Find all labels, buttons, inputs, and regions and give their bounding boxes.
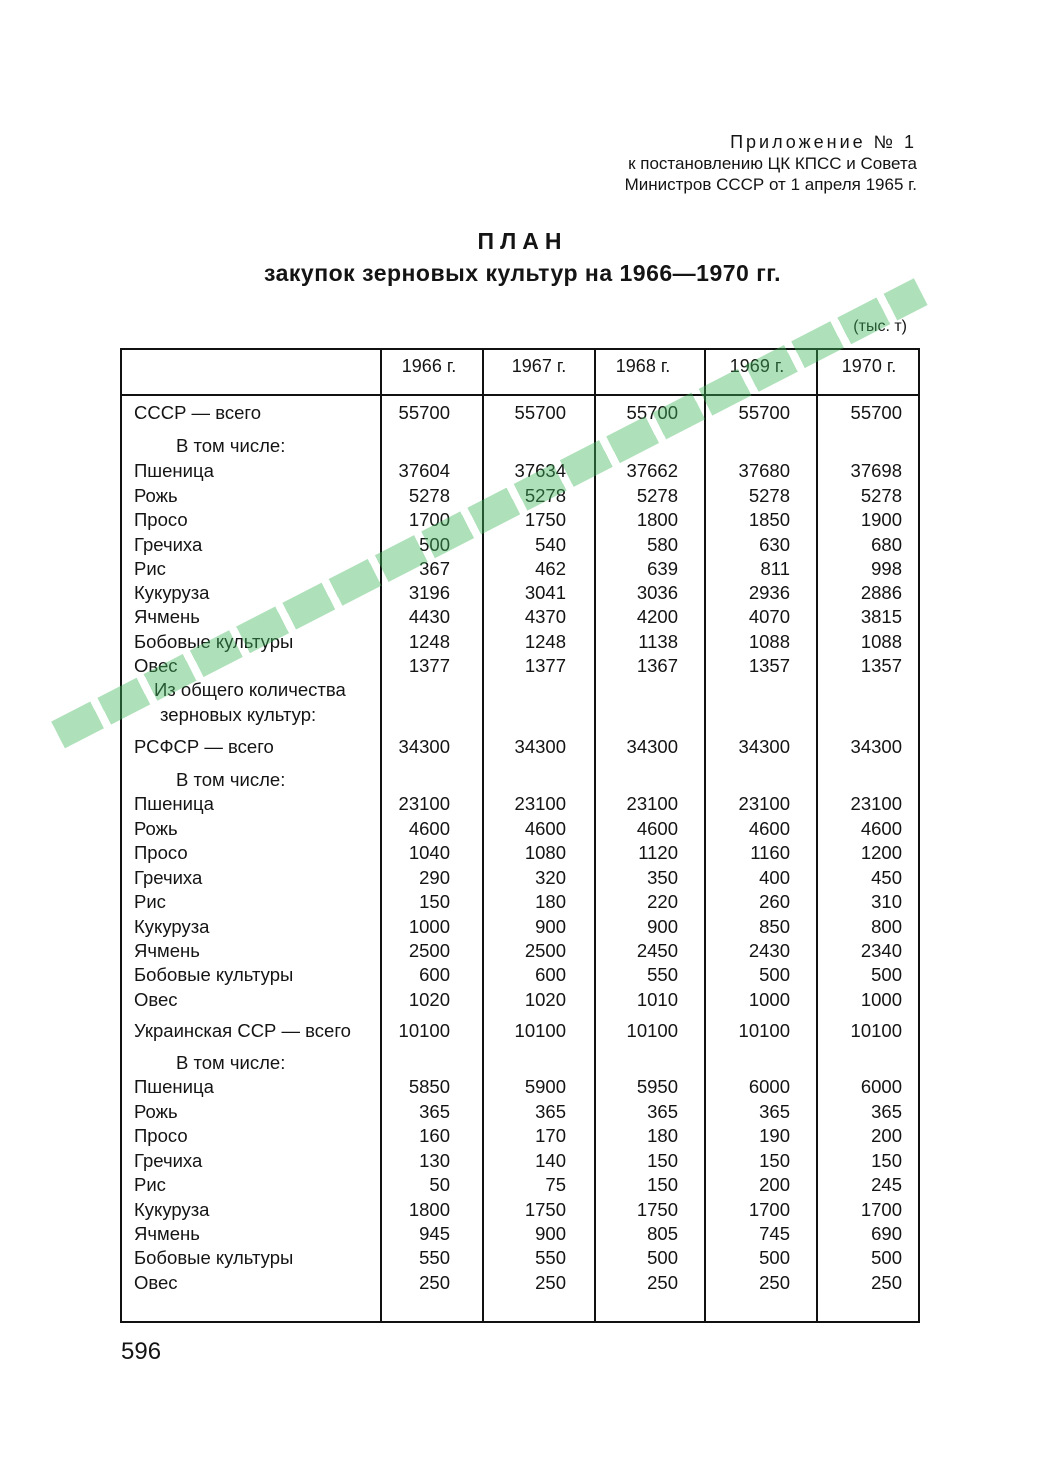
cell-value: 2936	[748, 582, 790, 603]
table-row	[122, 867, 918, 892]
cell-value: 1377	[408, 655, 450, 676]
cell-value: 320	[535, 867, 566, 888]
cell-value: 150	[759, 1150, 790, 1171]
cell-value: 180	[647, 1125, 678, 1146]
cell-value: 34300	[626, 736, 678, 757]
row-label: РСФСР — всего	[134, 736, 274, 757]
row-label: Рис	[134, 891, 166, 912]
cell-value: 811	[760, 558, 790, 579]
cell-value: 245	[871, 1174, 902, 1195]
cell-value: 550	[419, 1247, 450, 1268]
cell-value: 540	[535, 534, 566, 555]
row-label: Овес	[134, 1272, 178, 1293]
cell-value: 500	[647, 1247, 678, 1268]
cell-value: 260	[759, 891, 790, 912]
cell-value: 365	[759, 1101, 790, 1122]
row-label: Пшеница	[134, 1076, 214, 1097]
table-row	[122, 1076, 918, 1101]
cell-value: 1200	[860, 842, 902, 863]
table-row	[122, 534, 918, 559]
row-label: Пшеница	[134, 460, 214, 481]
cell-value: 170	[535, 1125, 566, 1146]
cell-value: 1138	[638, 631, 678, 652]
cell-value: 250	[419, 1272, 450, 1293]
cell-value: 5278	[636, 485, 678, 506]
cell-value: 4600	[636, 818, 678, 839]
cell-value: 10100	[738, 1020, 790, 1041]
cell-value: 2340	[860, 940, 902, 961]
cell-value: 1000	[748, 989, 790, 1010]
cell-value: 250	[759, 1272, 790, 1293]
cell-value: 140	[535, 1150, 566, 1171]
cell-value: 5900	[524, 1076, 566, 1097]
cell-value: 10100	[514, 1020, 566, 1041]
row-label: Рис	[134, 558, 166, 579]
cell-value: 4600	[748, 818, 790, 839]
cell-value: 4370	[524, 606, 566, 627]
cell-value: 3036	[636, 582, 678, 603]
cell-value: 34300	[398, 736, 450, 757]
row-label: Рис	[134, 1174, 166, 1195]
table-row	[122, 1272, 918, 1297]
cell-value: 600	[419, 964, 450, 985]
cell-value: 190	[759, 1125, 790, 1146]
cell-value: 1120	[638, 842, 678, 863]
cell-value: 365	[871, 1101, 902, 1122]
cell-value: 1750	[524, 509, 566, 530]
cell-value: 34300	[738, 736, 790, 757]
cell-value: 6000	[748, 1076, 790, 1097]
cell-value: 998	[871, 558, 902, 579]
document-subtitle: закупок зерновых культур на 1966—1970 гг.	[264, 260, 781, 286]
cell-value: 5278	[524, 485, 566, 506]
cell-value: 1700	[748, 1199, 790, 1220]
row-label: Ячмень	[134, 1223, 200, 1244]
row-label: Ячмень	[134, 940, 200, 961]
table-row	[122, 989, 918, 1014]
cell-value: 1357	[748, 655, 790, 676]
cell-value: 900	[535, 916, 566, 937]
cell-value: 1800	[636, 509, 678, 530]
table-row	[122, 1052, 918, 1077]
row-label: В том числе:	[176, 769, 286, 790]
cell-value: 3041	[524, 582, 566, 603]
table-row	[122, 606, 918, 631]
cell-value: 3196	[408, 582, 450, 603]
row-label: Гречиха	[134, 867, 203, 888]
year-header: 1967 г.	[511, 356, 567, 376]
table-row	[122, 769, 918, 794]
row-label: Гречиха	[134, 1150, 203, 1171]
table-row	[122, 1174, 918, 1199]
cell-value: 500	[759, 1247, 790, 1268]
cell-value: 1088	[860, 631, 902, 652]
table-row	[122, 940, 918, 965]
table-row	[122, 582, 918, 607]
row-label: Кукуруза	[134, 582, 210, 603]
cell-value: 55700	[398, 402, 450, 423]
cell-value: 500	[871, 1247, 902, 1268]
table-row	[122, 435, 918, 460]
cell-value: 37698	[850, 460, 902, 481]
cell-value: 745	[759, 1223, 790, 1244]
row-label: СССР — всего	[134, 402, 261, 423]
cell-value: 37604	[398, 460, 450, 481]
cell-value: 4600	[408, 818, 450, 839]
table-row	[122, 704, 918, 729]
cell-value: 1088	[748, 631, 790, 652]
table-row	[122, 509, 918, 534]
cell-value: 5278	[748, 485, 790, 506]
cell-value: 462	[535, 558, 566, 579]
cell-value: 365	[419, 1101, 450, 1122]
table-row	[122, 1125, 918, 1150]
year-header: 1969 г.	[729, 356, 785, 376]
cell-value: 10100	[626, 1020, 678, 1041]
row-label: Бобовые культуры	[134, 964, 294, 985]
row-label: Бобовые культуры	[134, 1247, 294, 1268]
row-label: В том числе:	[176, 435, 286, 456]
cell-value: 350	[647, 867, 678, 888]
cell-value: 23100	[738, 793, 790, 814]
cell-value: 55700	[514, 402, 566, 423]
year-header: 1968 г.	[615, 356, 671, 376]
cell-value: 1000	[408, 916, 450, 937]
cell-value: 1750	[636, 1199, 678, 1220]
cell-value: 4070	[748, 606, 790, 627]
cell-value: 805	[647, 1223, 678, 1244]
cell-value: 1357	[860, 655, 902, 676]
row-label: Гречиха	[134, 534, 203, 555]
cell-value: 500	[419, 534, 450, 555]
cell-value: 150	[871, 1150, 902, 1171]
row-label: В том числе:	[176, 1052, 286, 1073]
cell-value: 6000	[860, 1076, 902, 1097]
cell-value: 5278	[860, 485, 902, 506]
cell-value: 37634	[514, 460, 566, 481]
cell-value: 4600	[860, 818, 902, 839]
cell-value: 250	[647, 1272, 678, 1293]
table-row	[122, 558, 918, 583]
cell-value: 1750	[524, 1199, 566, 1220]
table-row	[122, 964, 918, 989]
cell-value: 55700	[738, 402, 790, 423]
page-number: 596	[121, 1338, 162, 1365]
row-label: Просо	[134, 1125, 188, 1146]
cell-value: 5278	[408, 485, 450, 506]
appendix-note	[625, 132, 917, 195]
cell-value: 550	[647, 964, 678, 985]
cell-value: 34300	[850, 736, 902, 757]
cell-value: 690	[871, 1223, 902, 1244]
cell-value: 1040	[408, 842, 450, 863]
cell-value: 450	[871, 867, 902, 888]
cell-value: 4430	[408, 606, 450, 627]
cell-value: 1700	[860, 1199, 902, 1220]
document-title: ПЛАН	[477, 228, 568, 254]
row-label: Рожь	[134, 818, 178, 839]
cell-value: 2886	[860, 582, 902, 603]
cell-value: 150	[419, 891, 450, 912]
cell-value: 1020	[408, 989, 450, 1010]
cell-value: 600	[535, 964, 566, 985]
cell-value: 310	[871, 891, 902, 912]
cell-value: 250	[871, 1272, 902, 1293]
units-label: (тыс. т)	[853, 318, 907, 335]
cell-value: 500	[871, 964, 902, 985]
cell-value: 367	[419, 558, 450, 579]
cell-value: 220	[647, 891, 678, 912]
cell-value: 37680	[738, 460, 790, 481]
table-row	[122, 736, 918, 761]
table-row	[122, 1247, 918, 1272]
cell-value: 1377	[524, 655, 566, 676]
cell-value: 630	[759, 534, 790, 555]
cell-value: 1020	[524, 989, 566, 1010]
cell-value: 1248	[408, 631, 450, 652]
cell-value: 850	[759, 916, 790, 937]
cell-value: 10100	[398, 1020, 450, 1041]
cell-value: 4200	[636, 606, 678, 627]
cell-value: 150	[647, 1174, 678, 1195]
cell-value: 37662	[626, 460, 678, 481]
cell-value: 1080	[524, 842, 566, 863]
table-row	[122, 818, 918, 843]
row-label: зерновых культур:	[160, 704, 317, 725]
table-row	[122, 1101, 918, 1126]
cell-value: 2500	[524, 940, 566, 961]
row-label: Просо	[134, 509, 188, 530]
cell-value: 1850	[748, 509, 790, 530]
grain-procurement-table	[120, 348, 920, 1323]
cell-value: 200	[871, 1125, 902, 1146]
cell-value: 250	[535, 1272, 566, 1293]
cell-value: 500	[759, 964, 790, 985]
cell-value: 3815	[860, 606, 902, 627]
row-label: Рожь	[134, 485, 178, 506]
cell-value: 550	[535, 1247, 566, 1268]
cell-value: 23100	[514, 793, 566, 814]
cell-value: 55700	[626, 402, 678, 423]
cell-value: 1900	[860, 509, 902, 530]
row-label: Кукуруза	[134, 916, 210, 937]
cell-value: 800	[871, 916, 902, 937]
cell-value: 5950	[636, 1076, 678, 1097]
cell-value: 1700	[408, 509, 450, 530]
row-label: Украинская ССР — всего	[134, 1020, 351, 1041]
row-label: Ячмень	[134, 606, 200, 627]
cell-value: 1160	[750, 842, 790, 863]
table-row	[122, 402, 918, 427]
cell-value: 23100	[850, 793, 902, 814]
cell-value: 4600	[524, 818, 566, 839]
table-row	[122, 793, 918, 818]
cell-value: 580	[647, 534, 678, 555]
cell-value: 1800	[408, 1199, 450, 1220]
cell-value: 130	[419, 1150, 450, 1171]
year-header: 1970 г.	[841, 356, 897, 376]
cell-value: 2500	[408, 940, 450, 961]
cell-value: 365	[535, 1101, 566, 1122]
cell-value: 5850	[408, 1076, 450, 1097]
header-divider	[122, 394, 918, 396]
cell-value: 55700	[850, 402, 902, 423]
cell-value: 160	[419, 1125, 450, 1146]
cell-value: 50	[429, 1174, 450, 1195]
cell-value: 23100	[398, 793, 450, 814]
cell-value: 10100	[850, 1020, 902, 1041]
row-label: Овес	[134, 989, 178, 1010]
year-header: 1966 г.	[401, 356, 457, 376]
table-row	[122, 891, 918, 916]
cell-value: 150	[647, 1150, 678, 1171]
appendix-line-2: к постановлению ЦК КПСС и Совета	[628, 154, 917, 173]
appendix-line-3: Министров СССР от 1 апреля 1965 г.	[624, 175, 917, 194]
table-row	[122, 655, 918, 680]
table-row	[122, 460, 918, 485]
cell-value: 75	[545, 1174, 566, 1195]
table-row	[122, 1199, 918, 1224]
cell-value: 900	[647, 916, 678, 937]
cell-value: 2430	[748, 940, 790, 961]
row-label: Пшеница	[134, 793, 214, 814]
table-row	[122, 631, 918, 656]
cell-value: 180	[535, 891, 566, 912]
cell-value: 200	[759, 1174, 790, 1195]
cell-value: 680	[871, 534, 902, 555]
cell-value: 639	[647, 558, 678, 579]
table-row	[122, 842, 918, 867]
table-row	[122, 679, 918, 704]
cell-value: 2450	[636, 940, 678, 961]
cell-value: 400	[759, 867, 790, 888]
row-label: Просо	[134, 842, 188, 863]
cell-value: 1000	[860, 989, 902, 1010]
cell-value: 945	[419, 1223, 450, 1244]
table-row	[122, 485, 918, 510]
table-row	[122, 1150, 918, 1175]
row-label: Кукуруза	[134, 1199, 210, 1220]
table-row	[122, 1223, 918, 1248]
appendix-number: Приложение № 1	[730, 132, 917, 152]
row-label: Овес	[134, 655, 178, 676]
cell-value: 1367	[636, 655, 678, 676]
cell-value: 365	[647, 1101, 678, 1122]
cell-value: 1248	[524, 631, 566, 652]
cell-value: 900	[535, 1223, 566, 1244]
row-label: Из общего количества	[154, 679, 346, 700]
cell-value: 34300	[514, 736, 566, 757]
table-row	[122, 916, 918, 941]
row-label: Рожь	[134, 1101, 178, 1122]
row-label: Бобовые культуры	[134, 631, 294, 652]
cell-value: 23100	[626, 793, 678, 814]
cell-value: 290	[419, 867, 450, 888]
table-row	[122, 1020, 918, 1045]
cell-value: 1010	[636, 989, 678, 1010]
